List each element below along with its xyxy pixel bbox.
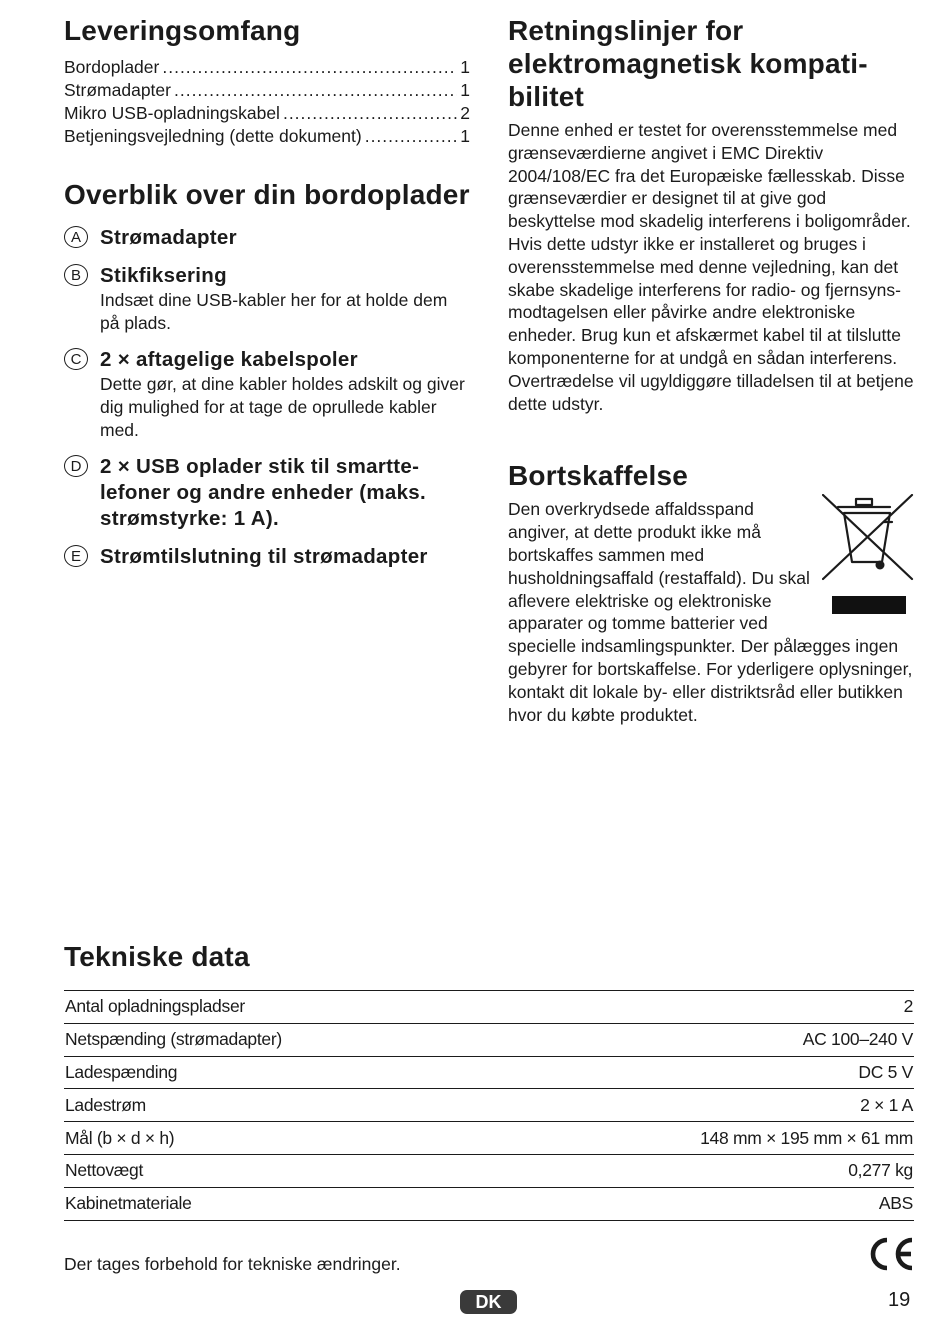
spec-label: Ladespænding [64,1056,492,1089]
contents-item-qty: 2 [460,103,470,123]
contents-item-qty: 1 [460,126,470,146]
spec-value: ABS [492,1187,914,1220]
part-item-d [64,454,470,532]
part-description: Dette gør, at dine kabler holdes adskilt og giver dig mulighed for at tage de oprullede kabler med. [100,374,465,440]
contents-item-qty: 1 [460,57,470,77]
table-row [64,1122,914,1155]
spec-value: 0,277 kg [492,1154,914,1187]
part-item-c [64,347,470,442]
table-row [64,1023,914,1056]
tech-title: Tekniske data [64,941,250,972]
part-title: Strømtilslutning til strømadapter [100,545,428,568]
part-letter-badge: A [64,226,88,248]
disposal-section [508,498,918,726]
contents-item-label: Betjeningsvejledning (dette dokument) [64,126,362,146]
spec-label: Nettovægt [64,1154,492,1187]
overview-title: Overblik over din bordoplader [64,179,470,210]
emc-title: Retningslinjer for elektromagnetisk kompatibilitet [508,15,868,112]
table-row [64,1089,914,1122]
part-description: Indsæt dine USB-kabler her for at holde dem på plads. [100,290,448,333]
spec-value: 2 [492,991,914,1024]
part-letter-badge: D [64,455,88,477]
spec-value: 2 × 1 A [492,1089,914,1122]
right-column [508,14,918,726]
spec-label: Antal opladningspladser [64,991,492,1024]
part-letter-badge: B [64,264,88,286]
ce-mark-icon [866,1236,916,1272]
contents-list [64,56,470,148]
leader-dots [365,125,458,148]
spec-label: Mål (b × d × h) [64,1122,492,1155]
part-item-b [64,263,470,335]
leader-dots [174,79,457,102]
list-item [64,79,470,102]
list-item [64,102,470,125]
part-title: 2 × USB oplader stik til smarttelefoner og andre enheder (maks. strømstyrke: 1 A). [100,455,426,530]
contents-item-label: Strømadapter [64,80,171,100]
part-title: Stikfiksering [100,264,227,287]
contents-item-label: Bordoplader [64,57,160,77]
spec-label: Ladestrøm [64,1089,492,1122]
parts-list [64,225,470,570]
spec-label: Kabinetmateriale [64,1187,492,1220]
crossed-out-wheelie-bin-icon [822,494,914,616]
disposal-title: Bortskaffelse [508,460,689,492]
list-item [64,56,470,79]
contents-title: Leveringsomfang [64,15,301,46]
table-row [64,991,914,1024]
left-column [64,14,470,582]
table-row [64,1154,914,1187]
technical-changes-note: Der tages forbehold for tekniske ændringer. [64,1254,401,1274]
table-row [64,1056,914,1089]
part-title: Strømadapter [100,226,237,249]
emc-text: Denne enhed er testet for overensstemmelse med grænseværdierne angivet i EMC Direktiv 2004/108/EC fra det Europæiske fællesskab. Disse grænseværdier er designet til at give god beskyttelse mod skadelig interferens i boligområder. Hvis dette udstyr ikke er installeret og bruges i overensstemmelse med denne vejledning, kan det skabe skadelige interferens for radio- og fjernsynsmodtagelsen eller påvirke andre elektroniske enheder. Brug kun et afskærmet kabel til at tilslutte komponenterne for at undgå en sådan interferens. Overtrædelse vil ugyldiggøre tilladelsen til at betjene dette udstyr. [508,120,914,414]
part-title: 2 × aftagelige kabelspoler [100,348,358,371]
list-item [64,125,470,148]
spec-label: Netspænding (strømadapter) [64,1023,492,1056]
spec-value: AC 100–240 V [492,1023,914,1056]
contents-item-label: Mikro USB-opladningskabel [64,103,280,123]
leader-dots [283,102,457,125]
spec-table [64,990,914,1221]
disposal-text: Den overkrydsede affaldsspand angiver, at dette produkt ikke må bortskaffes sammen med husholdningsaffald (restaffald). Du skal aflevere elektriske og elektroniske apparater og tomme batterier ved specielle indsamlingspunkter. Der pålægges ingen gebyrer for bortskaffelse. For yderligere oplysninger, kontakt dit lokale by- eller distriktsråd eller butikken hvor du købte produktet. [508,499,913,725]
contents-item-qty: 1 [460,80,470,100]
page-number: 19 [888,1289,911,1311]
leader-dots [162,56,457,79]
spec-value: 148 mm × 195 mm × 61 mm [492,1122,914,1155]
part-letter-badge: E [64,545,88,567]
part-item-e [64,544,470,570]
table-row [64,1187,914,1220]
part-item-a [64,225,470,251]
part-letter-badge: C [64,348,88,370]
language-badge: DK [460,1290,517,1314]
spec-value: DC 5 V [492,1056,914,1089]
